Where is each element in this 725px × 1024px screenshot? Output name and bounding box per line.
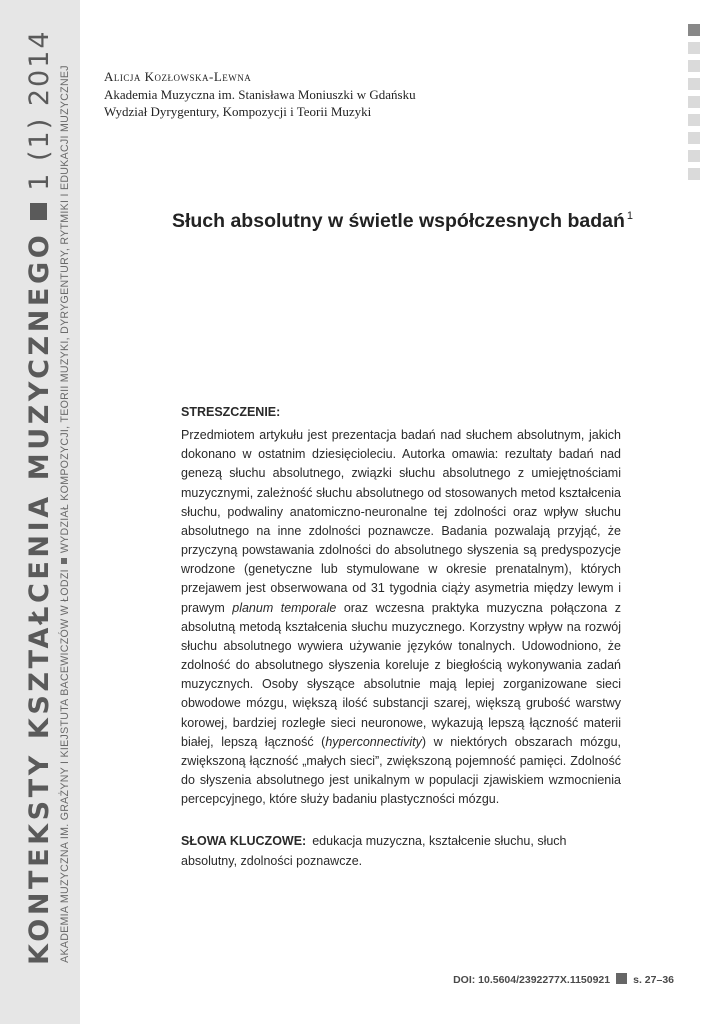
spine-square-icon xyxy=(30,203,47,220)
abstract-text-part: Przedmiotem artykułu jest prezentacja badań nad słuchem absolutnym, jakich dokonano w ostatnim dziesięcioleciu. Autorka omawia: rezultaty badań nad genezą słuchu absolutnego, związki słuchu absolutnego z umiejętnościami muzycznymi, zależność słuchu absolutnego od stosowanych metod kształcenia słuchu, podwaliny anatomiczno-neuronalne tej zdolności oraz wpływ słuchu absolutnego na inne zdolności poznawcze. Badania pozwalają przyjąć, że przyczyną powstawania zdolności do absolutnego słyszenia są predyspozycje wrodzone (genetyczne lub stymulowane w okresie prenatalnym), których przejawem jest obserwowana od 31 tygodnia ciąży asymetria między lewym i prawym xyxy=(181,428,621,615)
abstract-text xyxy=(181,426,621,809)
abstract-heading: STRESZCZENIE: xyxy=(181,405,281,419)
abstract-italic-term: planum temporale xyxy=(232,600,337,615)
keywords-section xyxy=(181,832,621,871)
abstract-text-part: oraz wczesna praktyka muzyczna połączona z absolutną metodą kształcenia słuchu muzycznego. Korzystny wpływ na rozwój słuchu absolutnego wywiera używanie języków tonalnych. Udowodniono, że zdolność do absolutnego słyszenia koreluje z biegłością wykonywania zadań muzycznych. Osoby słyszące absolutnie mają lepiej zorganizowane sieci obwodowe mózgu, większą ilość substancji szarej, większą grubość warstwy korowej, bardziej rozległe sieci neuronowe, wykazują lepszą łączność materii białej, lepszą łączność ( xyxy=(181,600,621,749)
author-department: Wydział Dyrygentury, Kompozycji i Teorii Muzyki xyxy=(104,104,372,119)
spine-publisher-line xyxy=(58,64,72,964)
footer-square-icon xyxy=(616,973,627,984)
abstract-text-part: ) w niektórych obszarach mózgu, zwiększoną łączność „małych sieci”, zwiększoną pojemność pamięci. Zdolność do słyszenia absolutnego jest unikalnym w populacji zjawiskiem wzmocnienia percepcyjnego, które służy badaniu plastyczności mózgu. xyxy=(181,734,621,807)
square-icon xyxy=(688,150,700,162)
square-icon xyxy=(688,78,700,90)
author-block xyxy=(104,68,416,121)
author-affiliation: Akademia Muzyczna im. Stanisława Moniuszki w Gdańsku xyxy=(104,86,416,102)
abstract-italic-term: hyperconnectivity xyxy=(325,734,422,749)
square-icon xyxy=(688,168,700,180)
spine-small-square-icon xyxy=(61,558,67,564)
spine-publisher: AKADEMIA MUZYCZNA IM. GRAŻYNY I KIEJSTUTA BACEWICZÓW W ŁODZI xyxy=(59,569,71,963)
square-icon xyxy=(688,114,700,126)
square-icon xyxy=(688,60,700,72)
square-icon xyxy=(688,132,700,144)
abstract-section xyxy=(181,403,621,809)
title-footnote-marker: 1 xyxy=(626,210,634,222)
keywords-text: edukacja muzyczna, kształcenie słuchu, słuch absolutny, zdolności poznawcze. xyxy=(181,834,567,868)
square-icon xyxy=(688,42,700,54)
spine-issue: 1 (1) 2014 xyxy=(24,29,55,191)
article-title xyxy=(80,210,725,233)
doi-text: DOI: 10.5604/2392277X.1150921 xyxy=(453,974,611,986)
spine-journal-name: KONTEKSTY KSZTAŁCENIA MUZYCZNEGO xyxy=(24,231,55,965)
corner-squares-decoration xyxy=(688,24,702,186)
article-title-text: Słuch absolutny w świetle współczesnych badań xyxy=(171,210,625,232)
author-name: Alicja Kozłowska-Lewna xyxy=(104,69,252,84)
spine-faculty: WYDZIAŁ KOMPOZYCJI, TEORII MUZYKI, DYRYGENTURY, RYTMIKI I EDUKACJI MUZYCZNEJ xyxy=(59,65,71,554)
page-footer xyxy=(420,973,674,986)
keywords-heading: SŁOWA KLUCZOWE: xyxy=(181,834,307,848)
square-icon xyxy=(688,24,700,36)
square-icon xyxy=(688,96,700,108)
page-range: s. 27–36 xyxy=(633,974,674,986)
spine-journal-title xyxy=(24,29,56,965)
